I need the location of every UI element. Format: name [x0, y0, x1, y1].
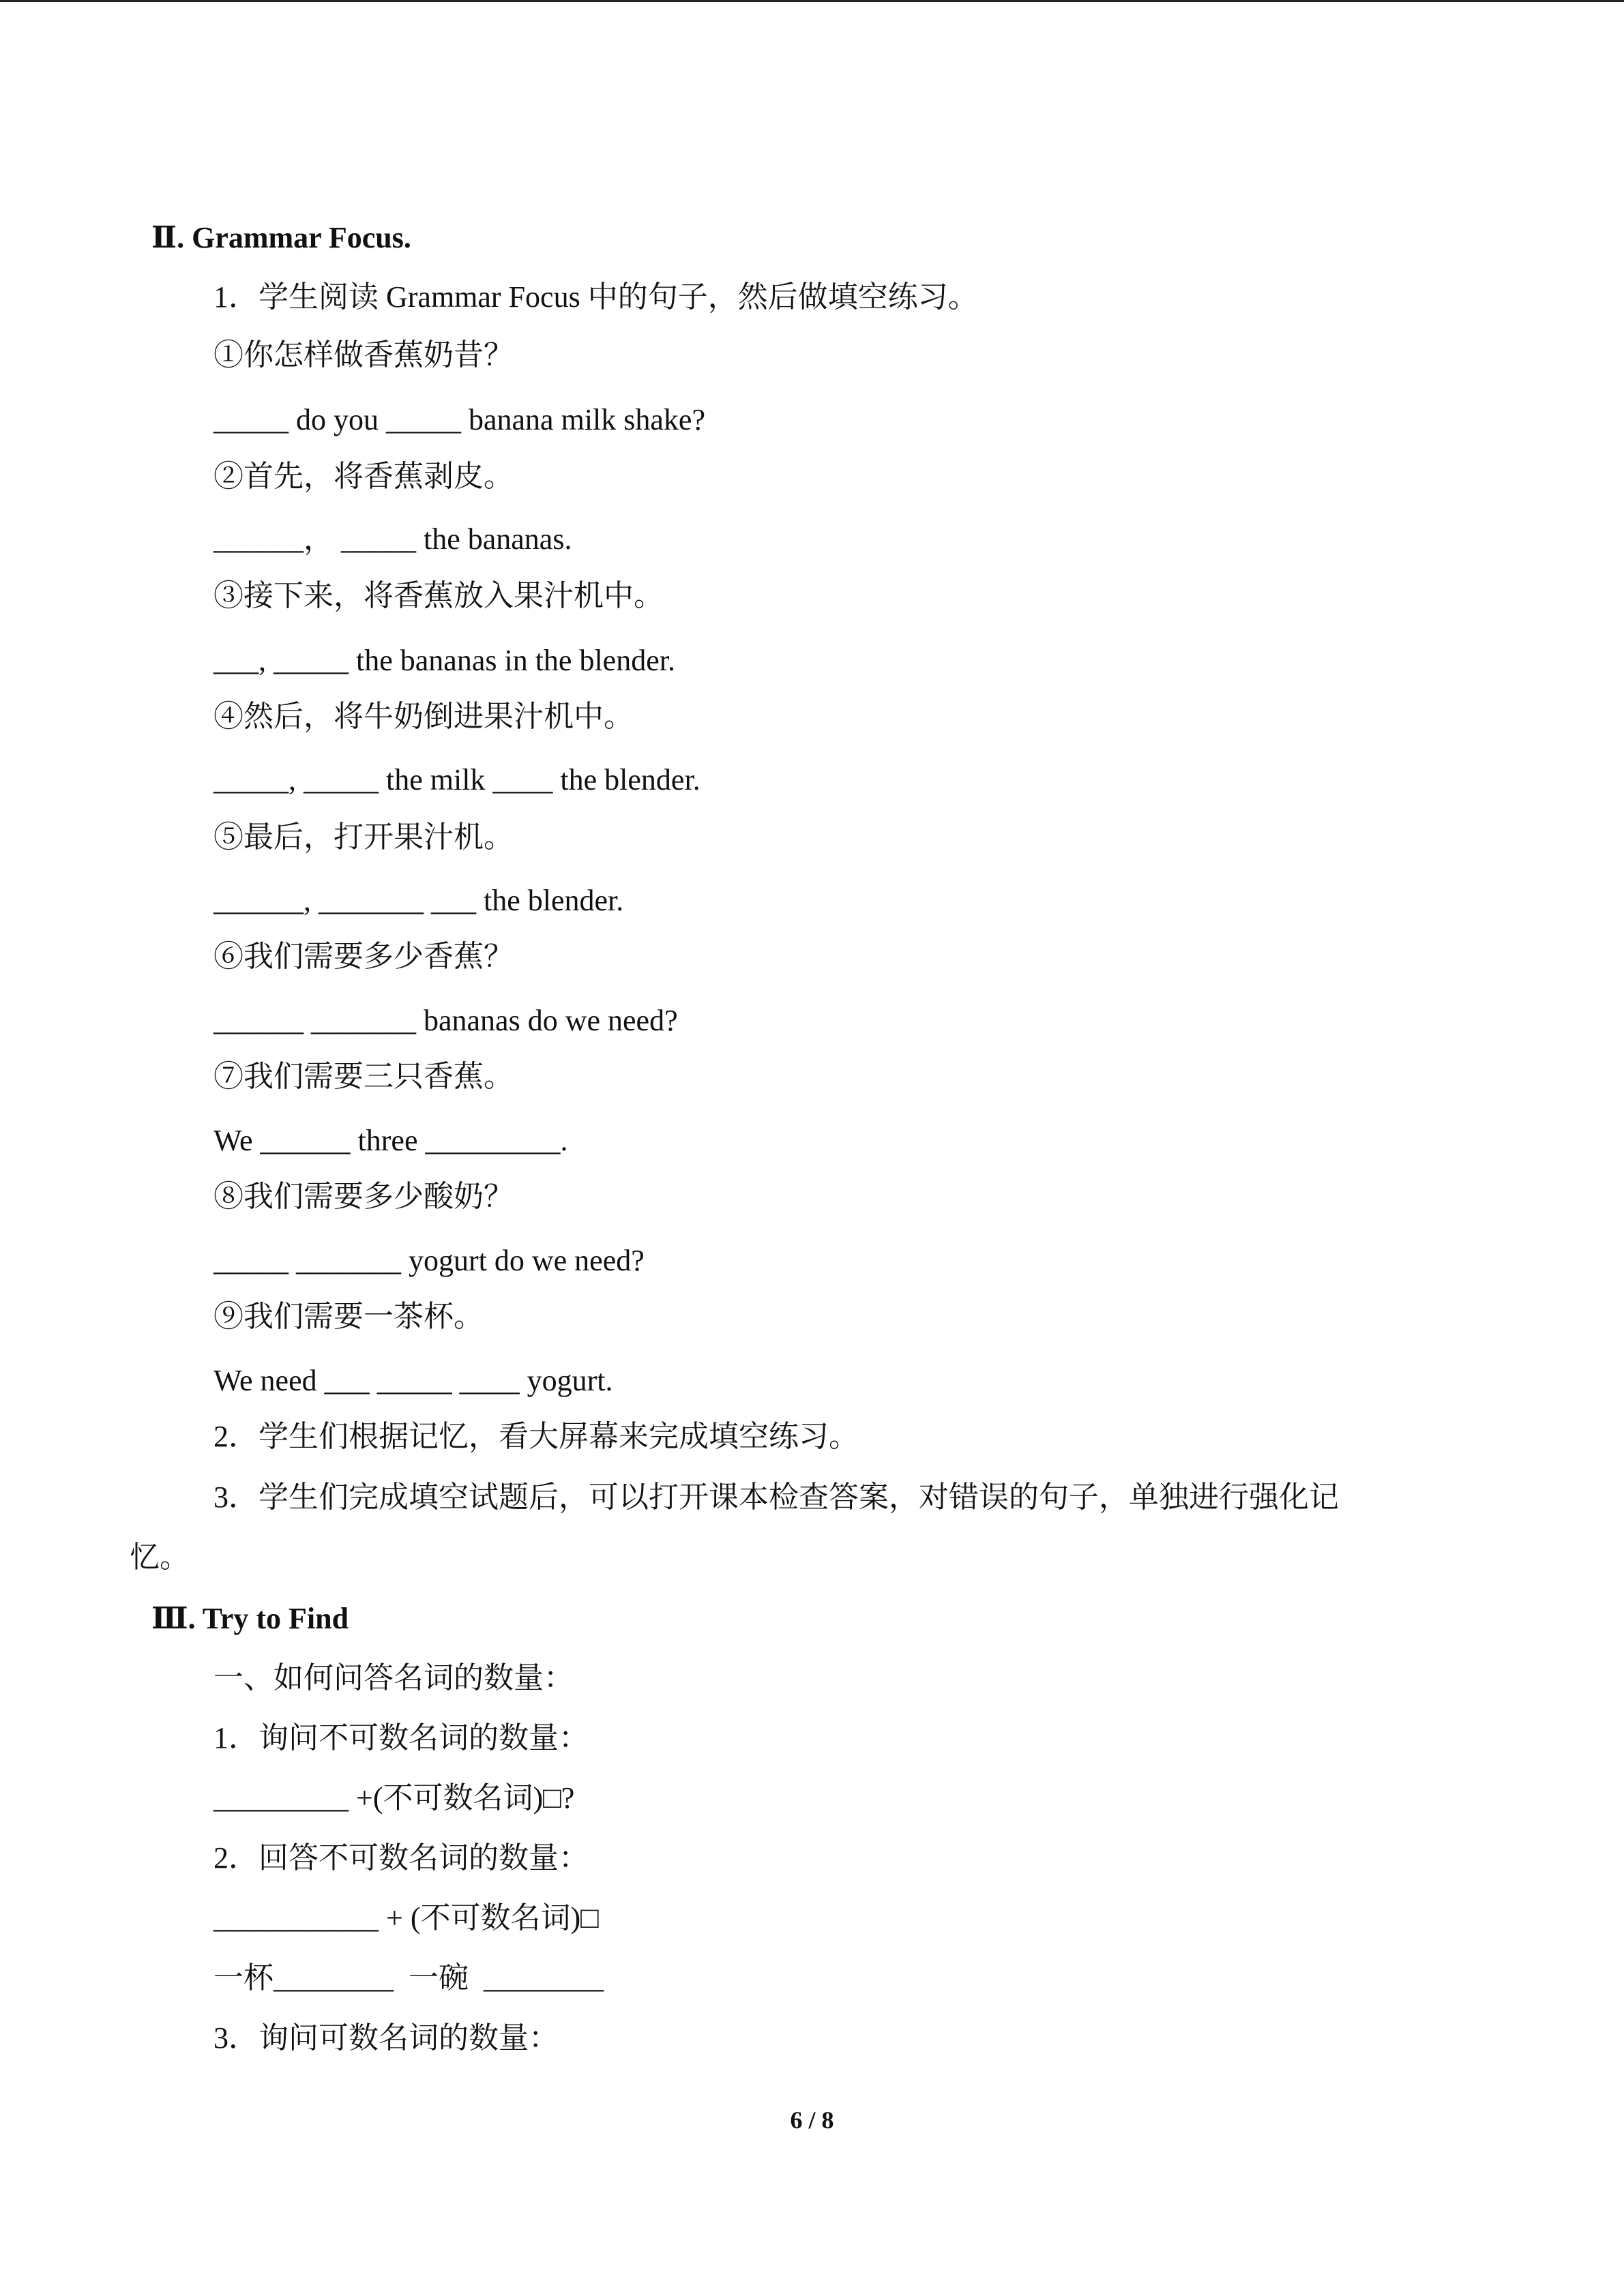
question-1-label: 1．询问不可数名词的数量：	[213, 1721, 589, 1755]
item-7-blank: We ______ three _________.	[213, 1124, 568, 1157]
section-3-heading: Ⅲ. Try to Find	[151, 1602, 349, 1635]
question-2-label: 2．回答不可数名词的数量：	[213, 1841, 589, 1875]
item-1-chinese: ①你怎样做香蕉奶昔？	[213, 338, 514, 372]
item-1-blank: _____ do you _____ banana milk shake?	[213, 403, 705, 436]
question-3-label: 3．询问可数名词的数量：	[213, 2021, 559, 2055]
question-2-blank: ___________ + (不可数名词)□	[213, 1901, 599, 1935]
item-8-chinese: ⑧我们需要多少酸奶？	[213, 1180, 514, 1213]
question-2-examples: 一杯________ 一碗 ________	[213, 1961, 604, 1995]
item-7-chinese: ⑦我们需要三只香蕉。	[213, 1060, 514, 1093]
item-5-chinese: ⑤最后，打开果汁机。	[213, 820, 514, 854]
item-5-blank: ______, _______ ___ the blender.	[213, 884, 624, 917]
item-6-blank: ______ _______ bananas do we need?	[213, 1004, 678, 1037]
page-number: 6 / 8	[790, 2106, 834, 2134]
question-1-blank: _________ +(不可数名词)□?	[213, 1781, 575, 1815]
item-9-blank: We need ___ _____ ____ yogurt.	[213, 1364, 613, 1397]
section-2-intro: 1．学生阅读 Grammar Focus 中的句子，然后做填空练习。	[213, 280, 978, 314]
section-3-subheading: 一、如何问答名词的数量：	[213, 1661, 574, 1695]
item-3-chinese: ③接下来，将香蕉放入果汁机中。	[213, 579, 664, 612]
item-8-blank: _____ _______ yogurt do we need?	[213, 1244, 645, 1277]
section-2-step-3: 3．学生们完成填空试题后，可以打开课本检查答案，对错误的句子，单独进行强化记	[213, 1480, 1339, 1514]
item-4-chinese: ④然后，将牛奶倒进果汁机中。	[213, 700, 634, 733]
item-6-chinese: ⑥我们需要多少香蕉？	[213, 940, 514, 973]
item-2-chinese: ②首先，将香蕉剥皮。	[213, 460, 514, 493]
item-4-blank: _____, _____ the milk ____ the blender.	[213, 763, 700, 796]
section-2-step-3-continued: 忆。	[130, 1540, 190, 1574]
item-9-chinese: ⑨我们需要一茶杯。	[213, 1300, 484, 1333]
section-2-heading: Ⅱ. Grammar Focus.	[151, 221, 411, 254]
section-2-step-2: 2．学生们根据记忆，看大屏幕来完成填空练习。	[213, 1420, 859, 1453]
item-2-blank: ______， _____ the bananas.	[213, 522, 572, 556]
item-3-blank: ___, _____ the bananas in the blender.	[213, 644, 675, 677]
